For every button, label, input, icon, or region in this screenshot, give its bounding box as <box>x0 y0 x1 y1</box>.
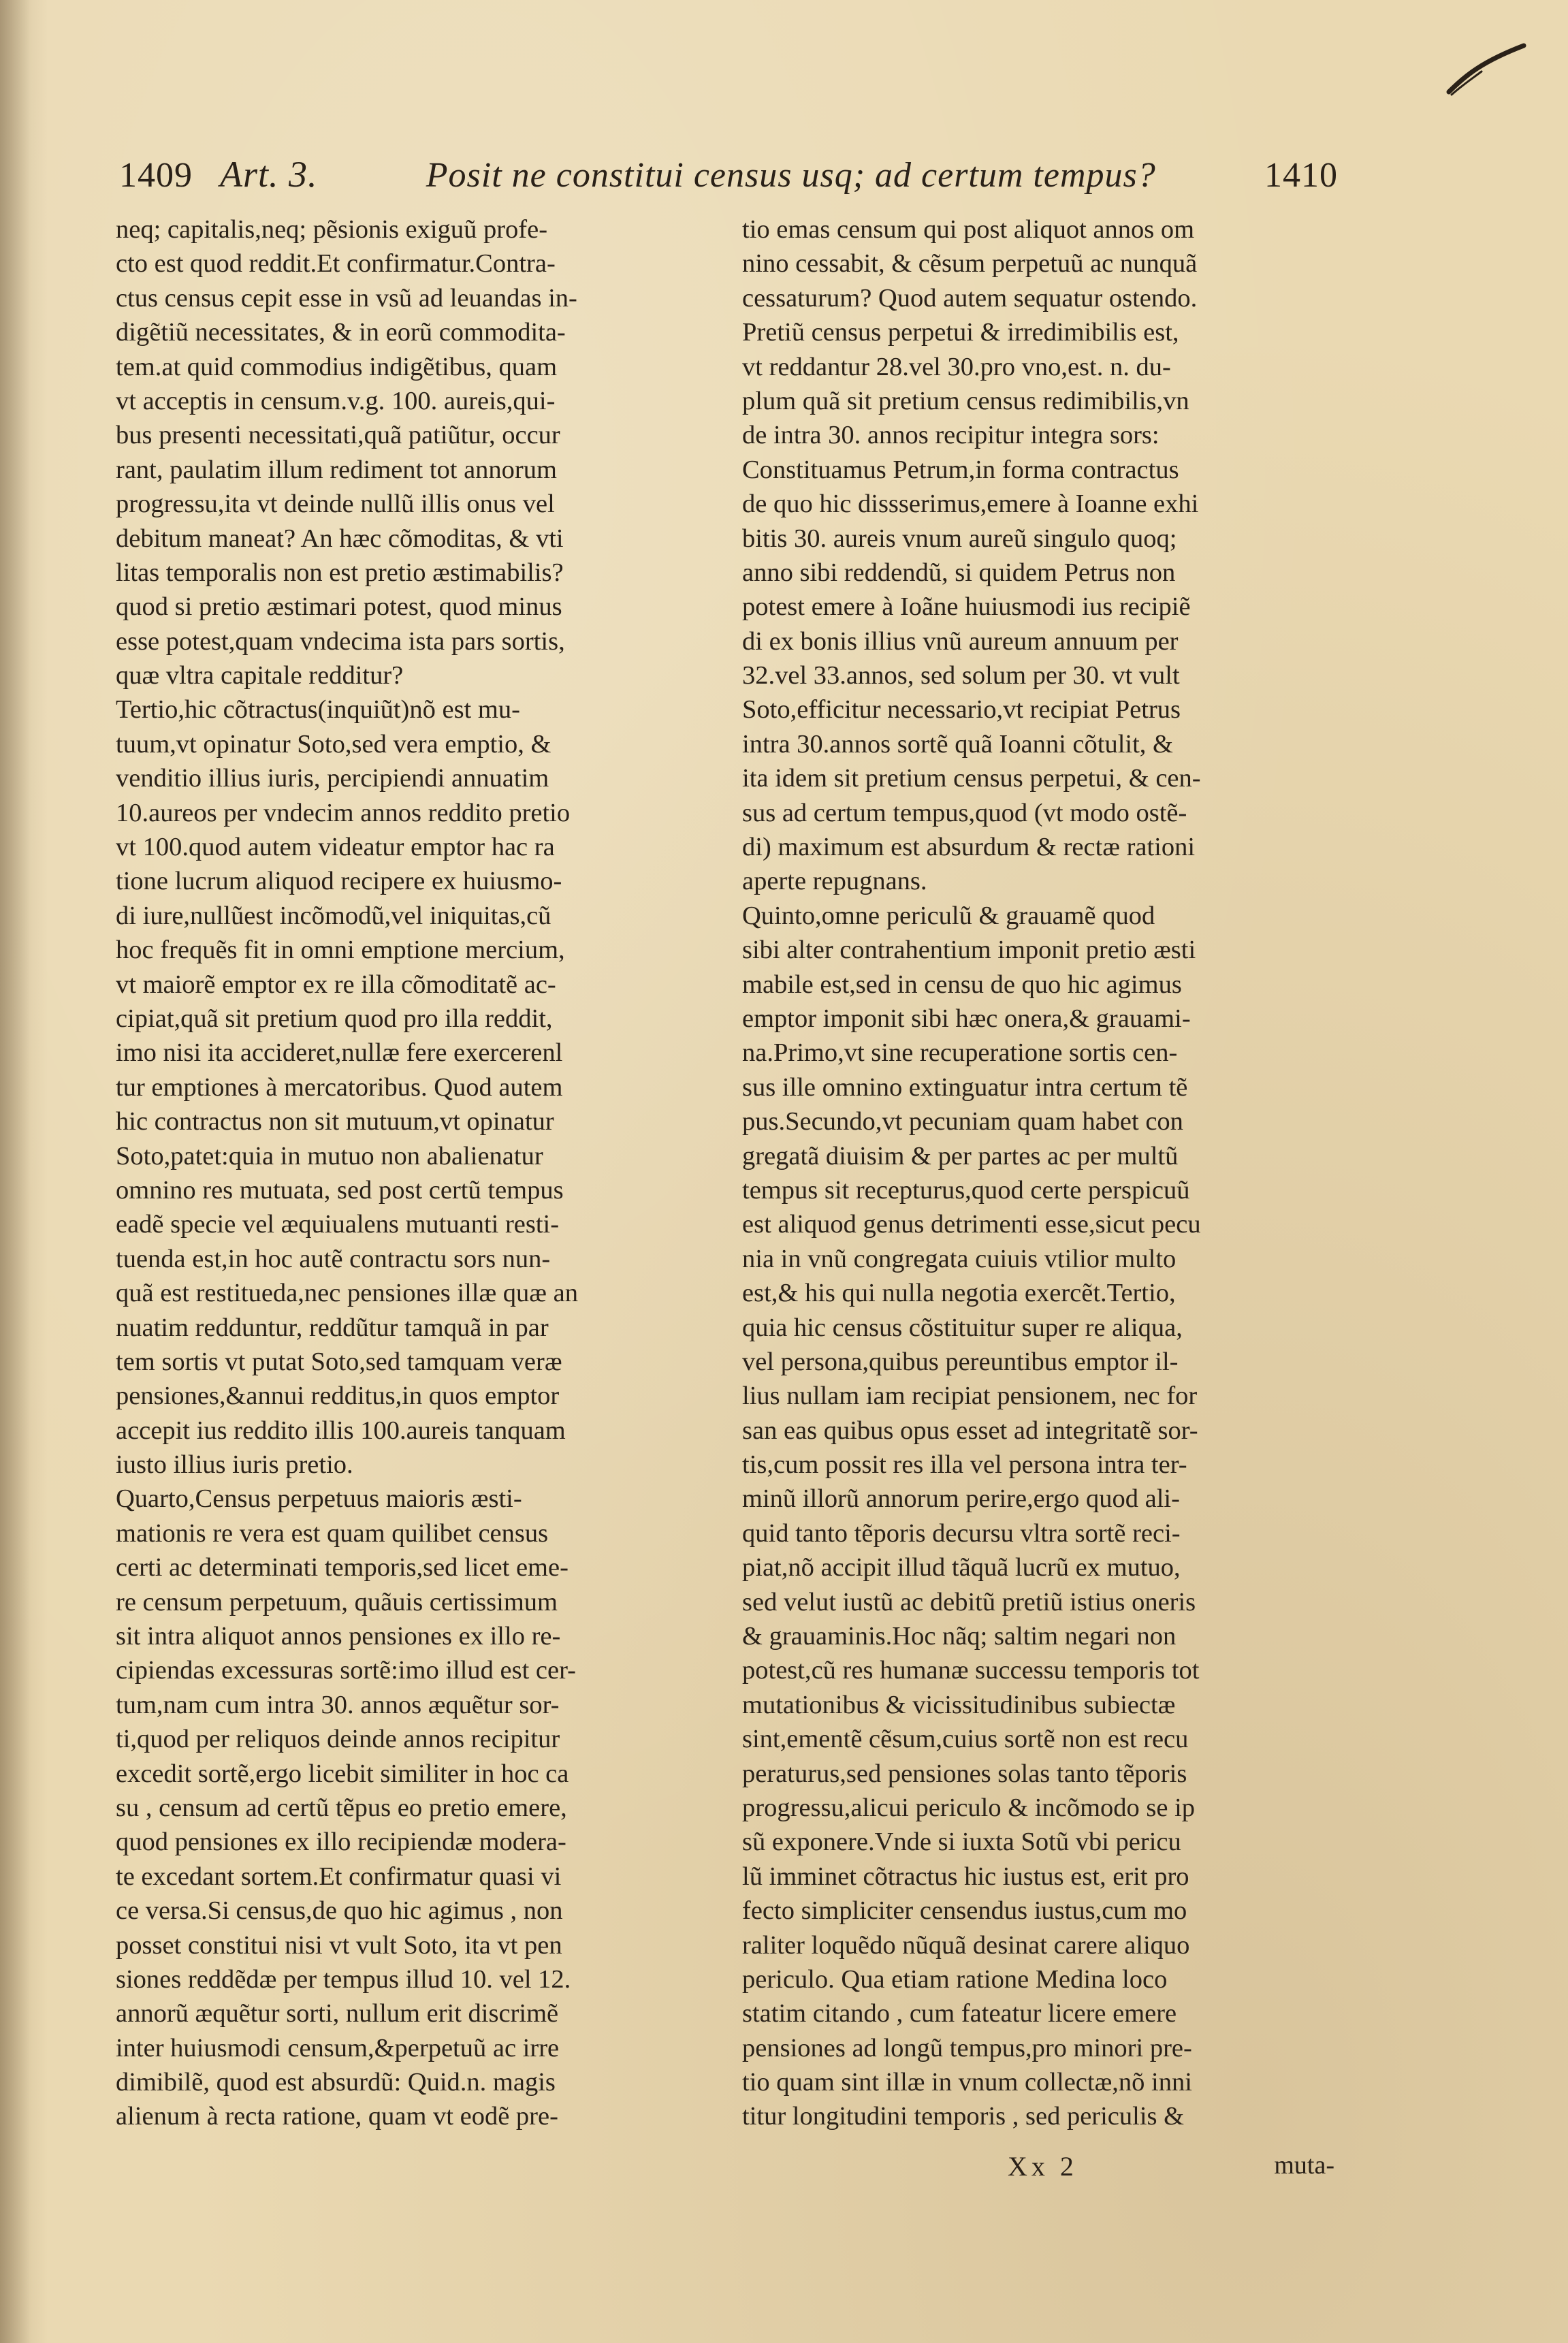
text-line: inter huiusmodi censum,&perpetuũ ac irre <box>116 2033 560 2062</box>
text-line: potest,cũ res humanæ successu temporis tot <box>742 1656 1200 1685</box>
text-line: hic contractus non sit mutuum,vt opinatur <box>116 1107 554 1136</box>
text-line: de quo hic dissserimus,emere à Ioanne exhi <box>742 490 1199 519</box>
text-line: Soto,patet:quia in mutuo non abalienatur <box>116 1141 543 1170</box>
text-line: aperte repugnans. <box>742 867 927 896</box>
left-text-column <box>116 212 708 2134</box>
text-line: peraturus,sed pensiones solas tanto tẽporis <box>742 1759 1187 1788</box>
text-line: sus ille omnino extinguatur intra certum tẽ <box>742 1072 1188 1102</box>
text-line: sus ad certum tempus,quod (vt modo ostẽ- <box>742 798 1187 827</box>
text-line: bitis 30. aureis vnum aureũ singulo quoq; <box>742 524 1177 553</box>
text-line: alienum à recta ratione, quam vt eodẽ pre- <box>116 2102 558 2131</box>
text-line: quid tanto tẽporis decursu vltra sortẽ reci- <box>742 1518 1181 1548</box>
page-number-left: 1409 <box>119 156 193 195</box>
text-line: de intra 30. annos recipitur integra sors: <box>742 421 1159 450</box>
text-line: pensiones ad longũ tempus,pro minori pre- <box>742 2033 1192 2062</box>
text-line: 10.aureos per vndecim annos reddito pretio <box>116 798 571 827</box>
text-line: tis,cum possit res illa vel persona intra ter- <box>742 1450 1187 1480</box>
text-line: siones reddẽdæ per tempus illud 10. vel 12. <box>116 1964 571 1994</box>
page-number-right: 1410 <box>1264 156 1338 195</box>
ink-flourish-icon <box>1442 37 1531 102</box>
text-line: nuatim redduntur, reddũtur tamquã in par <box>116 1313 549 1342</box>
text-line: Constituamus Petrum,in forma contractus <box>742 455 1179 484</box>
text-line: Soto,efficitur necessario,vt recipiat Petrus <box>742 695 1181 724</box>
text-line: progressu,ita vt deinde nullũ illis onus vel <box>116 490 555 519</box>
text-line: intra 30.annos sortẽ quã Ioanni cõtulit, & <box>742 729 1173 759</box>
text-line: quia hic census cõstituitur super re aliqua, <box>742 1313 1183 1342</box>
text-line: vt maiorẽ emptor ex re illa cõmoditatẽ ac- <box>116 970 556 999</box>
text-line: mabile est,sed in censu de quo hic agimus <box>742 970 1182 999</box>
text-line: re censum perpetuum, quãuis certissimum <box>116 1587 558 1616</box>
text-line: ti,quod per reliquos deinde annos recipitur <box>116 1725 560 1754</box>
text-line: omnino res mutuata, sed post certũ tempus <box>116 1175 564 1205</box>
text-line: mationis re vera est quam quilibet census <box>116 1518 549 1548</box>
text-line: sibi alter contrahentium imponit pretio æsti <box>742 936 1196 965</box>
text-line: quã est restitueda,nec pensiones illæ quæ an <box>116 1279 578 1308</box>
text-line: cipiendas excessuras sortẽ:imo illud est cer- <box>116 1656 576 1685</box>
text-line: tione lucrum aliquod recipere ex huiusmo- <box>116 867 562 896</box>
text-line: piat,nõ accipit illud tãquã lucrũ ex mutuo, <box>742 1553 1181 1582</box>
text-line: su , censum ad certũ tẽpus eo pretio emere, <box>116 1793 567 1822</box>
page-footer <box>1008 2150 1334 2191</box>
text-line: vt reddantur 28.vel 30.pro vno,est. n. du- <box>742 352 1171 381</box>
text-line: quod pensiones ex illo recipiendæ modera- <box>116 1828 566 1857</box>
text-line: progressu,alicui periculo & incõmodo se ip <box>742 1793 1196 1822</box>
text-line: mutationibus & vicissitudinibus subiectæ <box>742 1690 1176 1719</box>
text-line: tem.at quid commodius indigẽtibus, quam <box>116 352 558 381</box>
text-line: tempus sit recepturus,quod certe perspicuũ <box>742 1175 1190 1205</box>
text-line: pensiones,&annui redditus,in quos emptor <box>116 1382 560 1411</box>
text-line: Tertio,hic cõtractus(inquiũt)nõ est mu- <box>116 695 520 724</box>
text-line: dimibilẽ, quod est absurdũ: Quid.n. magis <box>116 2068 556 2097</box>
text-line: hoc frequẽs fit in omni emptione mercium, <box>116 936 565 965</box>
text-line: Quinto,omne periculũ & grauamẽ quod <box>742 901 1155 930</box>
text-line: accepit ius reddito illis 100.aureis tanquam <box>116 1416 566 1445</box>
text-line: Pretiũ census perpetui & irredimibilis est, <box>742 318 1179 347</box>
text-line: litas temporalis non est pretio æstimabilis? <box>116 558 564 587</box>
text-line: annorũ æquẽtur sorti, nullum erit discrimẽ <box>116 1999 559 2028</box>
text-line: 32.vel 33.annos, sed solum per 30. vt vult <box>742 661 1180 690</box>
text-line: tem sortis vt putat Soto,sed tamquam veræ <box>116 1347 562 1376</box>
text-line: lũ imminet cõtractus hic iustus est, erit pro <box>742 1862 1189 1891</box>
text-line: bus presenti necessitati,quã patiũtur, occur <box>116 421 560 450</box>
text-line: certi ac determinati temporis,sed licet eme- <box>116 1553 569 1582</box>
text-line: excedit sortẽ,ergo licebit similiter in hoc ca <box>116 1759 569 1788</box>
text-line: Quarto,Census perpetuus maioris æsti- <box>116 1484 522 1514</box>
text-line: emptor imponit sibi hæc onera,& grauami- <box>742 1004 1191 1033</box>
text-line: vel persona,quibus pereuntibus emptor il- <box>742 1347 1179 1376</box>
text-line: quæ vltra capitale redditur? <box>116 661 404 690</box>
text-line: cto est quod reddit.Et confirmatur.Contra- <box>116 249 556 278</box>
text-line: statim citando , cum fateatur licere emere <box>742 1999 1177 2028</box>
text-line: quod si pretio æstimari potest, quod minus <box>116 592 562 622</box>
text-line: sint,ementẽ cẽsum,cuius sortẽ non est recu <box>742 1725 1189 1754</box>
text-line: sũ exponere.Vnde si iuxta Sotũ vbi pericu <box>742 1828 1181 1857</box>
text-line: vt acceptis in censum.v.g. 100. aureis,qui- <box>116 386 556 415</box>
text-line: est aliquod genus detrimenti esse,sicut pecu <box>742 1210 1201 1239</box>
text-line: lius nullam iam recipiat pensionem, nec for <box>742 1382 1198 1411</box>
text-line: cessaturum? Quod autem sequatur ostendo. <box>742 283 1198 313</box>
text-line: anno sibi reddendũ, si quidem Petrus non <box>742 558 1176 587</box>
text-line: rant, paulatim illum rediment tot annorum <box>116 455 557 484</box>
text-line: cipiat,quã sit pretium quod pro illa reddit, <box>116 1004 553 1033</box>
text-line: te excedant sortem.Et confirmatur quasi vi <box>116 1862 562 1891</box>
text-line: posset constitui nisi vt vult Soto, ita vt pen <box>116 1930 562 1960</box>
text-line: sed velut iustũ ac debitũ pretiũ istius oneris <box>742 1587 1196 1616</box>
page-gutter-shadow <box>0 0 31 2343</box>
text-line: tuum,vt opinatur Soto,sed vera emptio, & <box>116 729 551 759</box>
text-line: tur emptiones à mercatoribus. Quod autem <box>116 1072 563 1102</box>
page-header <box>119 153 1338 208</box>
text-line: imo nisi ita accideret,nullæ fere exercerenl <box>116 1038 563 1068</box>
text-line: na.Primo,vt sine recuperatione sortis cen- <box>742 1038 1178 1068</box>
text-line: ce versa.Si census,de quo hic agimus , non <box>116 1896 563 1926</box>
text-line: tum,nam cum intra 30. annos æquẽtur sor- <box>116 1690 560 1719</box>
text-line: fecto simpliciter censendus iustus,cum mo <box>742 1896 1187 1926</box>
text-line: pus.Secundo,vt pecuniam quam habet con <box>742 1107 1183 1136</box>
text-line: ctus census cepit esse in vsũ ad leuandas in- <box>116 283 577 313</box>
text-line: nino cessabit, & cẽsum perpetuũ ac nunquã <box>742 249 1198 278</box>
text-line: di ex bonis illius vnũ aureum annuum per <box>742 626 1179 656</box>
text-line: titur longitudini temporis , sed periculis & <box>742 2102 1185 2131</box>
right-text-column <box>742 212 1334 2134</box>
text-line: venditio illius iuris, percipiendi annuatim <box>116 764 549 793</box>
text-line: vt 100.quod autem videatur emptor hac ra <box>116 833 555 862</box>
running-title: Posit ne constitui census usq; ad certum tempus? <box>426 156 1156 195</box>
catchword: muta- <box>1274 2151 1334 2180</box>
text-line: tio emas censum qui post aliquot annos om <box>742 215 1195 244</box>
text-line: neq; capitalis,neq; pẽsionis exiguũ profe- <box>116 215 548 244</box>
text-line: esse potest,quam vndecima ista pars sortis, <box>116 626 565 656</box>
text-line: sit intra aliquot annos pensiones ex illo re- <box>116 1622 561 1651</box>
text-line: di) maximum est absurdum & rectæ rationi <box>742 833 1196 862</box>
text-line: est,& his qui nulla negotia exercẽt.Tertio, <box>742 1279 1176 1308</box>
text-line: di iure,nullũest incõmodũ,vel iniquitas,cũ <box>116 901 551 930</box>
text-line: & grauaminis.Hoc nãq; saltim negari non <box>742 1622 1177 1651</box>
signature-mark: Xx 2 <box>1008 2151 1078 2182</box>
text-line: iusto illius iuris pretio. <box>116 1450 353 1480</box>
text-line: potest emere à Ioãne huiusmodi ius recipiẽ <box>742 592 1191 622</box>
article-label: Art. 3. <box>220 154 318 195</box>
text-line: periculo. Qua etiam ratione Medina loco <box>742 1964 1168 1994</box>
text-line: nia in vnũ congregata cuiuis vtilior multo <box>742 1244 1177 1273</box>
text-line: eadẽ specie vel æquiualens mutuanti resti- <box>116 1210 560 1239</box>
text-line: plum quã sit pretium census redimibilis,vn <box>742 386 1189 415</box>
text-line: minũ illorũ annorum perire,ergo quod ali- <box>742 1484 1180 1514</box>
text-line: ita idem sit pretium census perpetui, & cen- <box>742 764 1201 793</box>
text-line: san eas quibus opus esset ad integritatẽ sor- <box>742 1416 1198 1445</box>
text-line: tuenda est,in hoc autẽ contractu sors nun- <box>116 1244 551 1273</box>
text-line: tio quam sint illæ in vnum collectæ,nõ inni <box>742 2068 1192 2097</box>
text-line: debitum maneat? An hæc cõmoditas, & vti <box>116 524 564 553</box>
text-line: raliter loquẽdo nũquã desinat carere aliquo <box>742 1930 1190 1960</box>
text-line: digẽtiũ necessitates, & in eorũ commodita- <box>116 318 566 347</box>
text-line: gregatã diuisim & per partes ac per multũ <box>742 1141 1179 1170</box>
